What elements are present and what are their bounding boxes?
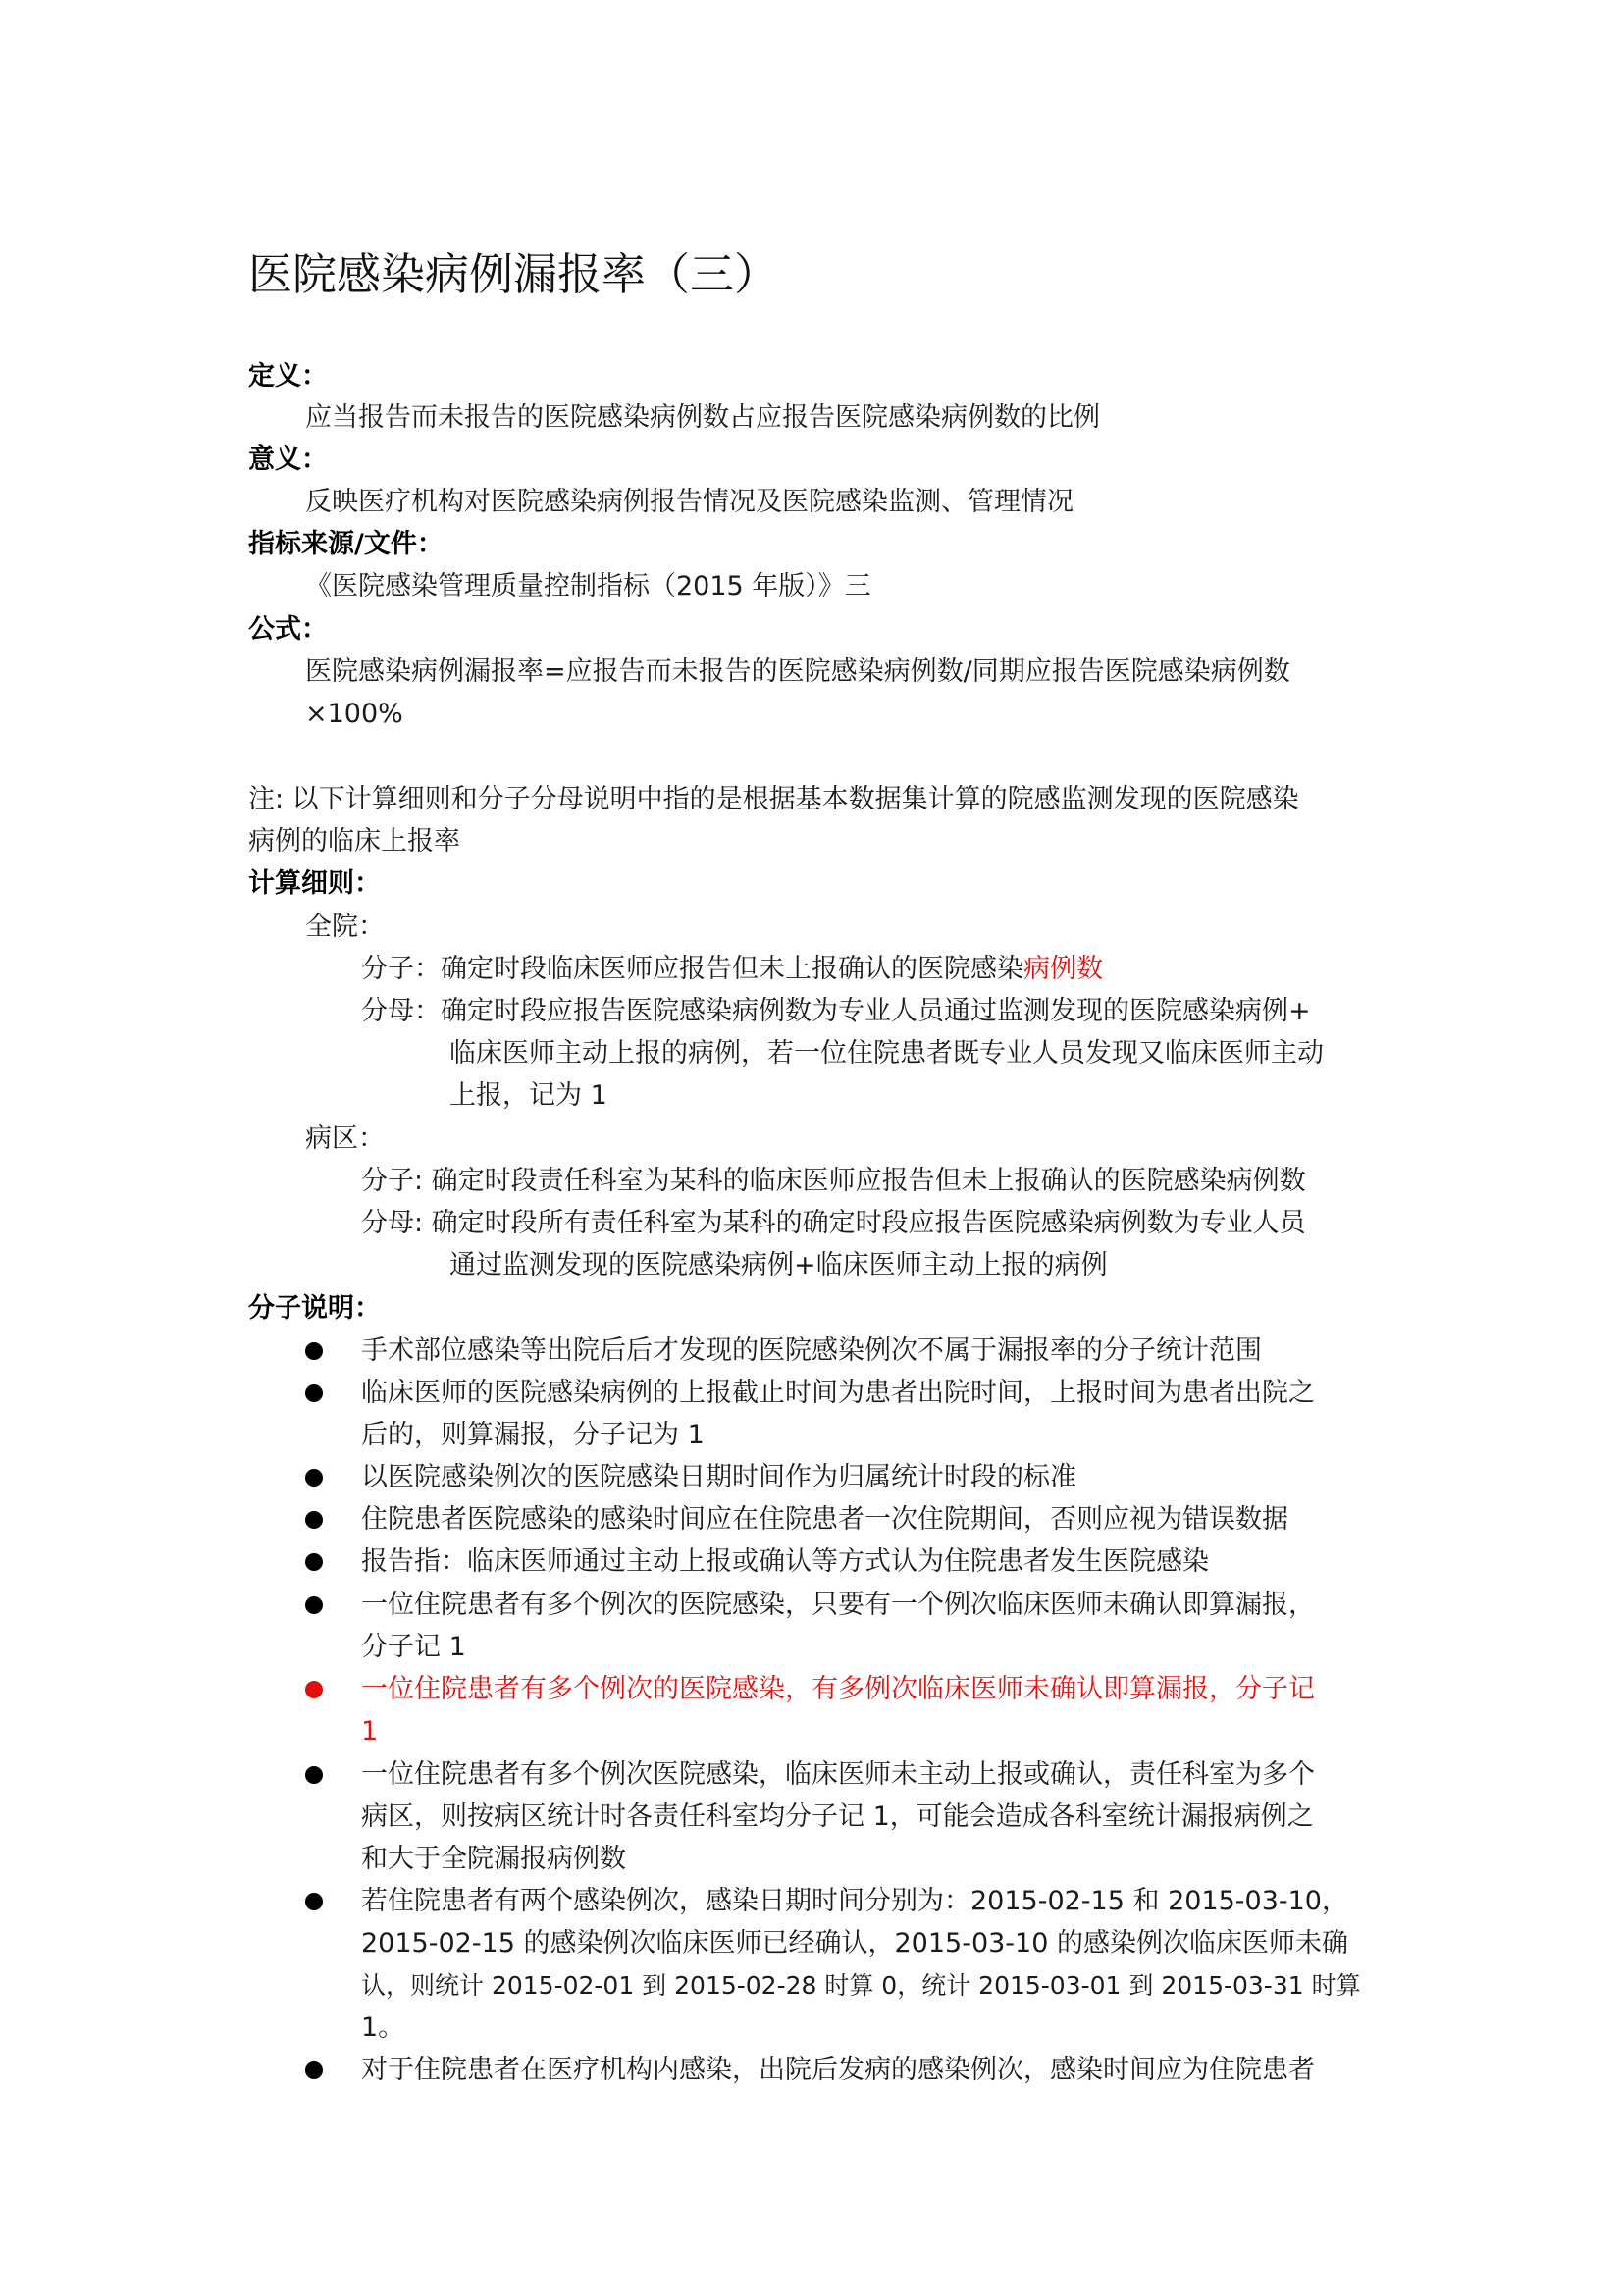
- source-heading: 指标来源/文件：: [248, 529, 444, 559]
- list-item-continuation: 认，则统计 2015-02-01 到 2015-02-28 时算 0，统计 2015-03-01 到 2015-03-31 时算: [361, 1971, 1361, 2000]
- list-item-continuation: 分子记 1: [361, 1632, 466, 1662]
- ward-numerator: 分子: 确定时段责任科室为某科的临床医师应报告但未上报确认的医院感染病例数: [361, 1166, 1306, 1196]
- hospital-denominator-line: 上报，记为 1: [449, 1080, 607, 1111]
- ward-denominator-line: 通过监测发现的医院感染病例+临床医师主动上报的病例: [449, 1250, 1108, 1280]
- bullet-icon: [305, 1766, 323, 1784]
- list-item-continuation: 1。: [361, 2012, 405, 2043]
- list-item: 一位住院患者有多个例次的医院感染，只要有一个例次临床医师未确认即算漏报，: [361, 1590, 1315, 1620]
- hospital-numerator-text: 分子：确定时段临床医师应报告但未上报确认的医院感染: [361, 954, 1023, 984]
- bullet-icon: [305, 1469, 323, 1487]
- ward-label: 病区：: [305, 1123, 385, 1154]
- page-title: 医院感染病例漏报率（三）: [248, 248, 779, 300]
- list-item: 住院患者医院感染的感染时间应在住院患者一次住院期间，否则应视为错误数据: [361, 1504, 1288, 1535]
- significance-text: 反映医疗机构对医院感染病例报告情况及医院感染监测、管理情况: [305, 487, 1074, 517]
- hospital-denominator-line: 分母：确定时段应报告医院感染病例数为专业人员通过监测发现的医院感染病例+: [361, 996, 1311, 1026]
- list-item-continuation: 2015-02-15 的感染例次临床医师已经确认，2015-03-10 的感染例次临床医师未确: [361, 1928, 1348, 1958]
- list-item-continuation: 和大于全院漏报病例数: [361, 1844, 626, 1874]
- source-text: 《医院感染管理质量控制指标（2015 年版）》三: [305, 571, 871, 601]
- hospital-denominator-line: 临床医师主动上报的病例，若一位住院患者既专业人员发现又临床医师主动: [449, 1038, 1324, 1069]
- formula-line: 医院感染病例漏报率=应报告而未报告的医院感染病例数/同期应报告医院感染病例数: [305, 656, 1290, 687]
- ward-denominator-line: 分母: 确定时段所有责任科室为某科的确定时段应报告医院感染病例数为专业人员: [361, 1208, 1306, 1238]
- bullet-icon: [305, 1553, 323, 1571]
- bullet-icon: [305, 2061, 323, 2079]
- hospital-numerator: [361, 950, 1103, 989]
- bullet-icon: [305, 1511, 323, 1529]
- list-item: 以医院感染例次的医院感染日期时间作为归属统计时段的标准: [361, 1462, 1076, 1492]
- hospital-label: 全院：: [305, 912, 385, 942]
- note-line: 注: 以下计算细则和分子分母说明中指的是根据基本数据集计算的院感监测发现的医院感染: [248, 784, 1299, 814]
- list-item: 报告指：临床医师通过主动上报或确认等方式认为住院患者发生医院感染: [361, 1546, 1209, 1577]
- note-line: 病例的临床上报率: [248, 826, 460, 857]
- list-item: 一位住院患者有多个例次医院感染，临床医师未主动上报或确认，责任科室为多个: [361, 1759, 1315, 1790]
- calc-heading: 计算细则：: [248, 868, 381, 899]
- bullet-icon: [305, 1384, 323, 1402]
- significance-heading: 意义：: [248, 444, 328, 475]
- numerator-notes-heading: 分子说明：: [248, 1293, 381, 1324]
- bullet-icon: [305, 1893, 323, 1910]
- list-item-continuation: 病区，则按病区统计时各责任科室均分子记 1，可能会造成各科室统计漏报病例之: [361, 1801, 1314, 1832]
- bullet-icon: [305, 1342, 323, 1360]
- list-item: 临床医师的医院感染病例的上报截止时间为患者出院时间，上报时间为患者出院之: [361, 1378, 1315, 1408]
- list-item: 手术部位感染等出院后后才发现的医院感染例次不属于漏报率的分子统计范围: [361, 1335, 1262, 1366]
- formula-line: ×100%: [305, 699, 403, 729]
- hospital-numerator-highlight: 病例数: [1023, 954, 1103, 984]
- list-item: 对于住院患者在医疗机构内感染，出院后发病的感染例次，感染时间应为住院患者: [361, 2055, 1315, 2085]
- list-item-continuation: 后的，则算漏报，分子记为 1: [361, 1420, 705, 1450]
- definition-text: 应当报告而未报告的医院感染病例数占应报告医院感染病例数的比例: [305, 402, 1100, 433]
- list-item-highlight-continuation: 1: [361, 1716, 379, 1747]
- list-item-highlight: 一位住院患者有多个例次的医院感染，有多例次临床医师未确认即算漏报，分子记: [361, 1674, 1315, 1704]
- definition-heading: 定义：: [248, 361, 328, 391]
- formula-heading: 公式：: [248, 614, 328, 645]
- bullet-icon: [305, 1681, 323, 1698]
- bullet-icon: [305, 1596, 323, 1614]
- list-item: 若住院患者有两个感染例次，感染日期时间分别为：2015-02-15 和 2015-03-10，: [361, 1886, 1348, 1916]
